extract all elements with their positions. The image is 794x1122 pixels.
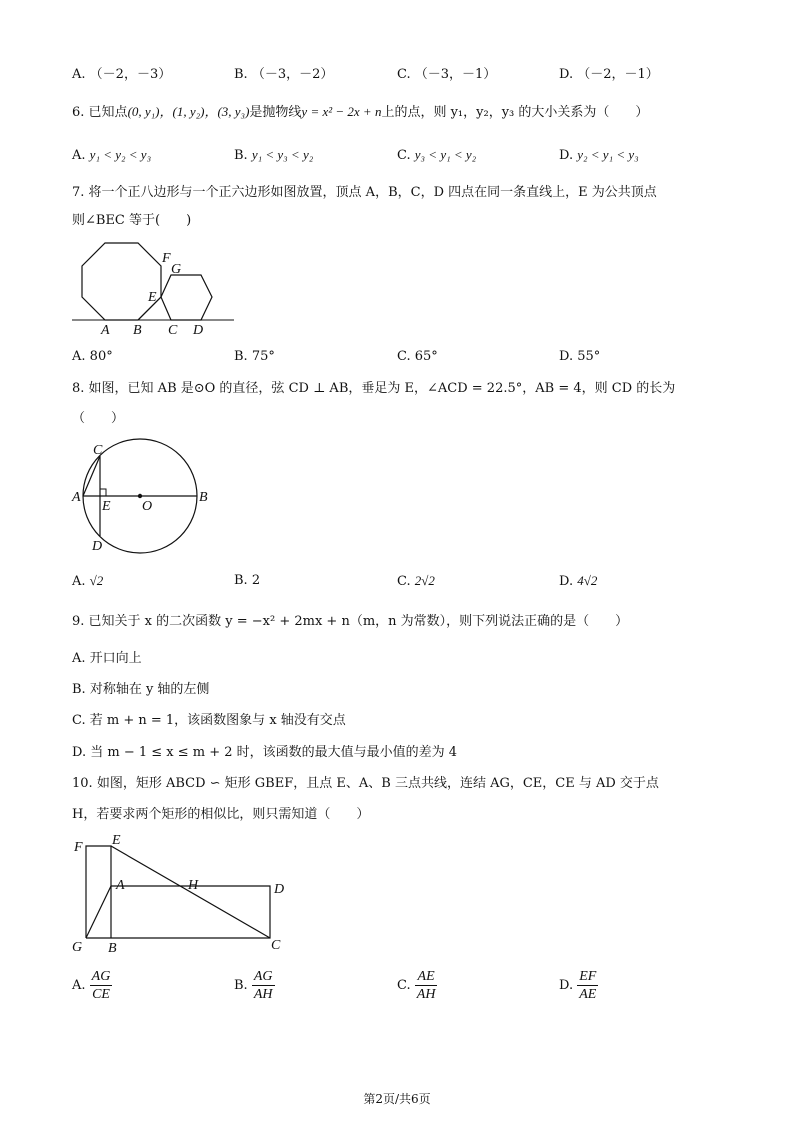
q7-stem-line1: 7. 将一个正八边形与一个正六边形如图放置，顶点 A，B，C，D 四点在同一条直线上，E 为公共顶点 <box>72 185 657 200</box>
q10-label-b: B <box>108 941 117 956</box>
q10-option-d: D. $\frac{EF}{AE}$ <box>559 969 597 1002</box>
q7-label-f: F <box>162 251 171 266</box>
q10-label-h: H <box>188 878 199 893</box>
q5-option-a: A. （－2，－3） <box>72 67 172 82</box>
q7-label-e: E <box>148 290 157 305</box>
q10-stem-line1: 10. 如图，矩形 ABCD ∽ 矩形 GBEF，且点 E、A、B 三点共线，连结 AG，CE，CE 与 AD 交于点 <box>72 776 659 791</box>
rectangle-abcd <box>86 886 270 938</box>
q9-stem: 9. 已知关于 x 的二次函数 y = −x² + 2mx + n（m，n 为常数），则下列说法正确的是（ ） <box>72 614 629 629</box>
q8-option-a: A. √2 <box>72 573 104 589</box>
q10-option-c: C. $\frac{AE}{AH}$ <box>397 969 436 1002</box>
q9-option-b: B. 对称轴在 y 轴的左侧 <box>72 682 210 697</box>
q8-option-c: C. 2√2 <box>397 573 435 589</box>
q8-label-e: E <box>102 499 111 514</box>
q10-label-g: G <box>72 940 83 955</box>
q7-figure <box>70 238 240 338</box>
hexagon-shape <box>161 275 212 320</box>
q7-label-d: D <box>193 323 204 338</box>
q7-stem-line2: 则∠BEC 等于( ) <box>72 213 192 228</box>
q9-option-d: D. 当 m − 1 ≤ x ≤ m + 2 时，该函数的最大值与最小值的差为 4 <box>72 745 458 760</box>
q5-option-b: B. （－3，－2） <box>234 67 334 82</box>
q6-option-c: C. y₃ < y₁ < y₂ <box>397 147 477 163</box>
q7-label-g: G <box>171 262 182 277</box>
q8-stem-line2: （ ） <box>72 411 125 426</box>
q10-figure <box>66 830 296 960</box>
q7-label-c: C <box>168 323 178 338</box>
q5-option-c: C. （－3，－1） <box>397 67 497 82</box>
q10-label-a: A <box>116 878 125 893</box>
q10-label-c: C <box>271 938 281 953</box>
q7-option-a: A. 80° <box>72 349 113 364</box>
q7-option-b: B. 75° <box>234 349 275 364</box>
q6-option-b: B. y₁ < y₃ < y₂ <box>234 147 314 163</box>
q9-option-c: C. 若 m + n = 1，该函数图象与 x 轴没有交点 <box>72 713 346 728</box>
q6-stem: 6. 已知点(0, y₁)，(1, y₂)，(3, y₃)是抛物线y = x² − 2x + n上的点，则 y₁，y₂，y₃ 的大小关系为（ ） <box>72 104 649 120</box>
q7-option-d: D. 55° <box>559 349 601 364</box>
q8-label-d: D <box>92 539 103 554</box>
q5-option-d: D. （－2，－1） <box>559 67 659 82</box>
q8-label-c: C <box>93 443 103 458</box>
q10-stem-line2: H，若要求两个矩形的相似比，则只需知道（ ） <box>72 807 370 822</box>
q10-label-d: D <box>274 882 285 897</box>
q8-label-b: B <box>199 490 208 505</box>
q7-label-a: A <box>101 323 110 338</box>
q6-option-d: D. y₂ < y₁ < y₃ <box>559 147 639 163</box>
q10-option-b: B. $\frac{AG}{AH}$ <box>234 969 273 1002</box>
q7-option-c: C. 65° <box>397 349 438 364</box>
q10-label-f: F <box>74 840 83 855</box>
rectangle-gbef <box>86 846 111 938</box>
q9-option-a: A. 开口向上 <box>72 651 142 666</box>
q8-figure <box>66 438 216 558</box>
q8-option-d: D. 4√2 <box>559 573 598 589</box>
q10-option-a: A. $\frac{AG}{CE}$ <box>72 969 111 1002</box>
q8-label-a: A <box>72 490 81 505</box>
q10-label-e: E <box>112 833 121 848</box>
q6-option-a: A. y₁ < y₂ < y₃ <box>72 147 152 163</box>
q8-option-b: B. 2 <box>234 573 261 588</box>
q8-stem-line1: 8. 如图，已知 AB 是⊙O 的直径，弦 CD ⊥ AB，垂足为 E，∠ACD = 22.5°，AB = 4，则 CD 的长为 <box>72 381 676 396</box>
q8-label-o: O <box>142 499 153 514</box>
q7-label-b: B <box>133 323 142 338</box>
page-footer: 第2页/共6页 <box>363 1092 431 1106</box>
